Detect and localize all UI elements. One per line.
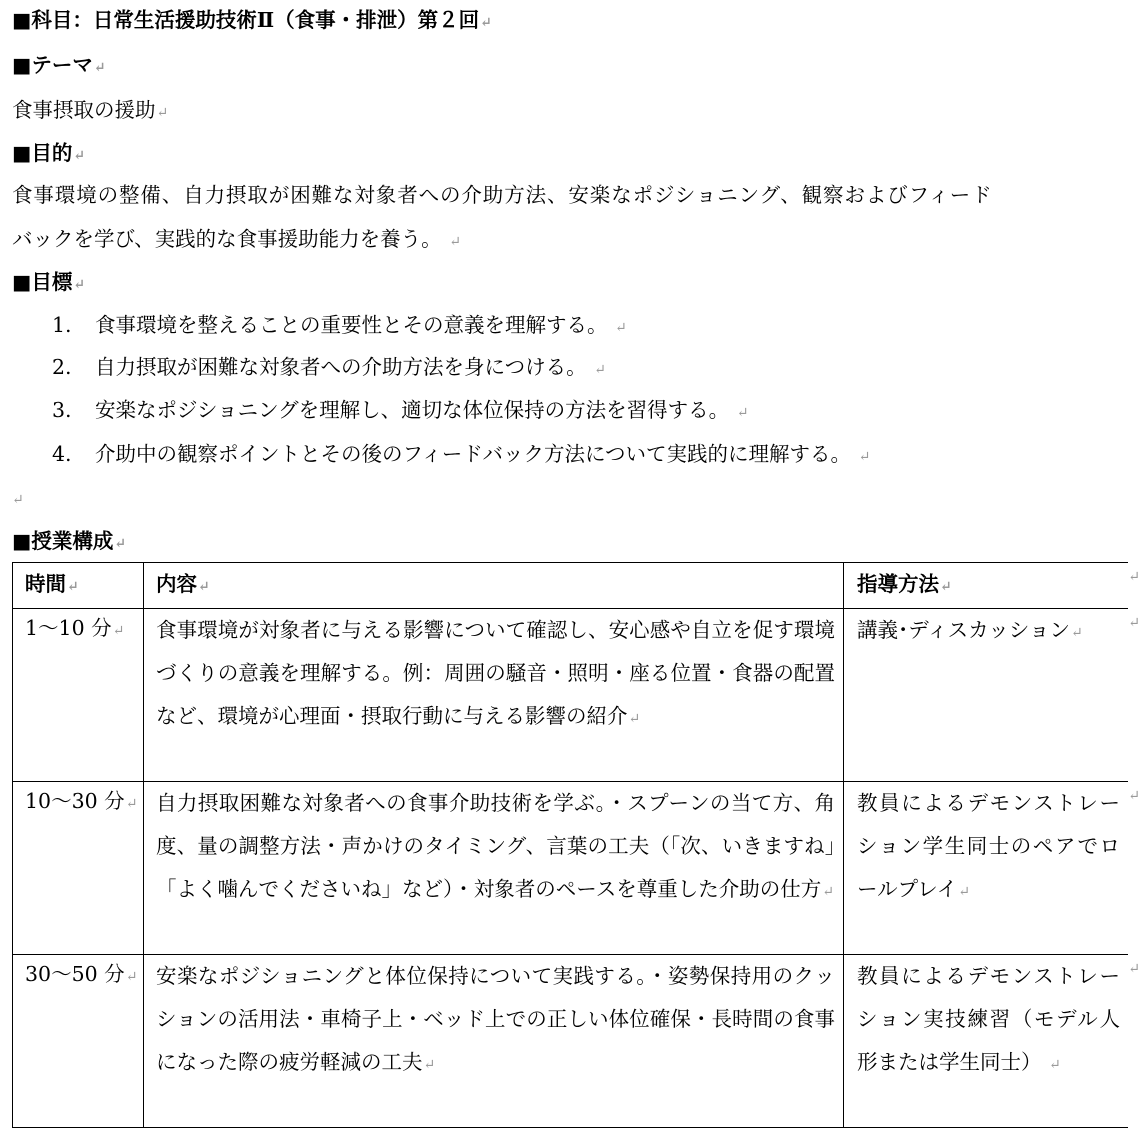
- row-end-mark: ↵: [1128, 569, 1140, 585]
- cell-content: 食事環境が対象者に与える影響について確認し、安心感や自立を促す環境づくりの意義を理解する。例：周囲の騒音・照明・座る位置・食器の配置など、環境が心理面・摂取行動に与える影響の紹介↵: [143, 609, 843, 781]
- goal-item: [52, 440, 870, 471]
- paragraph-mark: ↵: [67, 579, 79, 595]
- cell-method: 教員によるデモンストレーション学生同士のペアでロールプレイ↵: [843, 782, 1128, 954]
- goal-item: [52, 396, 748, 427]
- purpose-line-2: バックを学び、実践的な食事援助能力を養う。 ↵: [12, 227, 461, 251]
- table-row: [12, 609, 1140, 782]
- row-end-mark: ↵: [1128, 615, 1140, 631]
- goal-text: 安楽なポジショニングを理解し、適切な体位保持の方法を習得する。: [95, 398, 730, 422]
- paragraph-mark: ↵: [1071, 625, 1083, 641]
- paragraph-mark: ↵: [112, 623, 125, 639]
- theme-text: 食事摂取の援助↵: [12, 98, 169, 122]
- paragraph-mark: ↵: [12, 492, 24, 508]
- paragraph-mark: ↵: [423, 1057, 436, 1073]
- structure-heading: ■授業構成↵: [12, 529, 127, 553]
- goal-number: 1.: [52, 313, 72, 337]
- cell-method: 教員によるデモンストレーション実技練習（モデル人形または学生同士） ↵: [843, 955, 1128, 1127]
- paragraph-mark: ↵: [594, 362, 606, 378]
- row-end-mark: ↵: [1128, 961, 1140, 977]
- paragraph-mark: ↵: [822, 884, 834, 900]
- purpose-heading: ■目的↵: [12, 141, 86, 165]
- goal-text: 食事環境を整えることの重要性とその意義を理解する。: [95, 313, 608, 337]
- paragraph-mark: ↵: [940, 579, 952, 595]
- cell-content: 安楽なポジショニングと体位保持について実践する。・姿勢保持用のクッションの活用法・車椅子上・ベッド上での正しい体位確保・長時間の食事になった際の疲労軽減の工夫↵: [143, 955, 843, 1127]
- header-method: 指導方法↵: [843, 563, 1128, 608]
- paragraph-mark: ↵: [615, 320, 627, 336]
- table-header-row: [12, 563, 1140, 609]
- paragraph-mark: ↵: [93, 60, 106, 76]
- paragraph-mark: ↵: [958, 884, 970, 900]
- paragraph-mark: ↵: [858, 449, 871, 465]
- paragraph-mark: ↵: [449, 234, 461, 250]
- goal-text: 自力摂取が困難な対象者への介助方法を身につける。: [95, 355, 587, 379]
- paragraph-mark: ↵: [1049, 1057, 1061, 1073]
- header-time: 時間↵: [12, 563, 143, 608]
- row-end-mark: ↵: [1128, 788, 1140, 804]
- goal-number: 2.: [52, 355, 72, 379]
- paragraph-mark: ↵: [73, 277, 86, 293]
- lesson-structure-table: [12, 562, 1140, 1128]
- theme-heading: ■テーマ↵: [12, 53, 106, 77]
- paragraph-mark: ↵: [125, 796, 138, 812]
- table-row: [12, 955, 1140, 1128]
- cell-content: 自力摂取困難な対象者への食事介助技術を学ぶ。・スプーンの当て方、角度、量の調整方法・声かけのタイミング、言葉の工夫（「次、いきますね」「よく噛んでくださいね」など）・対象者のペースを尊重した介助の仕方↵: [143, 782, 843, 954]
- paragraph-mark: ↵: [480, 15, 492, 31]
- table-row: [12, 782, 1140, 955]
- empty-paragraph: [12, 483, 24, 514]
- paragraph-mark: ↵: [198, 579, 210, 595]
- paragraph-mark: ↵: [736, 405, 749, 421]
- purpose-line-1: 食事環境の整備、自力摂取が困難な対象者への介助方法、安楽なポジショニング、観察およびフィード: [12, 183, 993, 207]
- paragraph-mark: ↵: [114, 536, 127, 552]
- cell-time: 1〜10 分↵: [12, 609, 143, 781]
- header-content: 内容↵: [143, 563, 843, 608]
- cell-time: 10〜30 分↵: [12, 782, 143, 954]
- paragraph-mark: ↵: [628, 711, 641, 727]
- goal-text: 介助中の観察ポイントとその後のフィードバック方法について実践的に理解する。: [95, 442, 852, 466]
- goal-item: [52, 353, 606, 384]
- cell-method: 講義･ディスカッション↵: [843, 609, 1128, 781]
- paragraph-mark: ↵: [156, 105, 169, 121]
- goal-number: 3.: [52, 398, 72, 422]
- goal-item: [52, 311, 627, 342]
- goals-heading: ■目標↵: [12, 270, 86, 294]
- paragraph-mark: ↵: [125, 969, 138, 985]
- cell-time: 30〜50 分↵: [12, 955, 143, 1127]
- paragraph-mark: ↵: [73, 148, 86, 164]
- subject-heading: ■科目：日常生活援助技術Ⅱ（食事・排泄）第２回↵: [12, 8, 492, 32]
- goal-number: 4.: [52, 442, 72, 466]
